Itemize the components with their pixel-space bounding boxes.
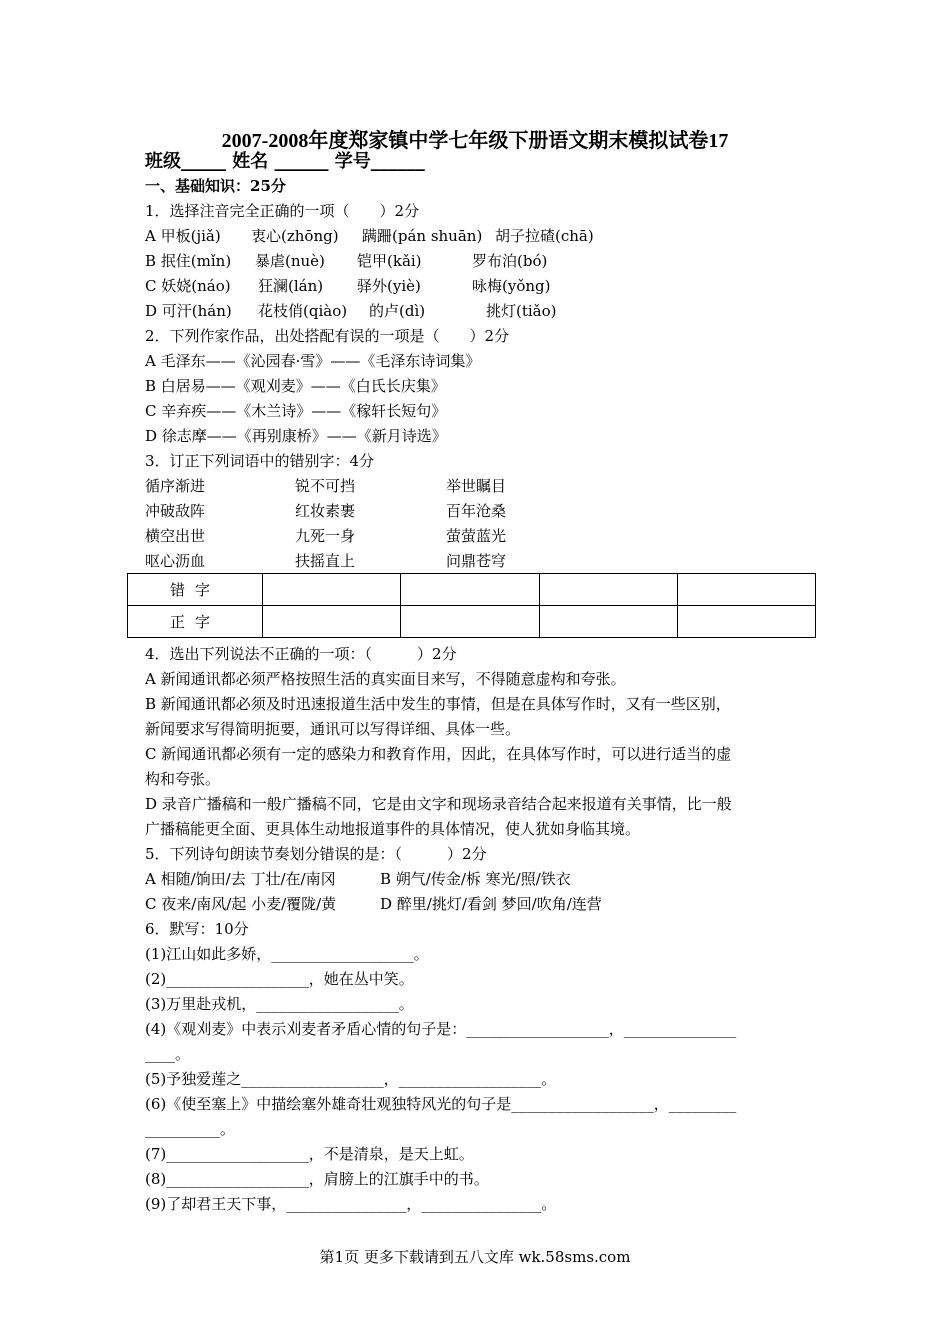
q3-word: 锐不可挡 bbox=[295, 477, 356, 495]
question-5-stem: 5．下列诗句朗读节奏划分错误的是：（ ）2分 bbox=[145, 845, 487, 863]
q1-option: B 抿住(mǐn) bbox=[145, 252, 232, 270]
q2-option: A 毛泽东——《沁园春·雪》——《毛泽东诗词集》 bbox=[145, 352, 481, 370]
question-2-stem: 2．下列作家作品，出处搭配有误的一项是（ ）2分 bbox=[145, 327, 510, 345]
answer-cell[interactable] bbox=[539, 574, 677, 606]
q6-line: (1)江山如此多娇，___________________。 bbox=[145, 945, 429, 963]
table-row bbox=[128, 606, 816, 638]
q3-word: 循序渐进 bbox=[145, 477, 206, 495]
q1-option: 咏梅(yǒng) bbox=[472, 277, 551, 295]
q4-line: D 录音广播稿和一般广播稿不同，它是由文字和现场录音结合起来报道有关事情，比一般 bbox=[145, 795, 732, 813]
q3-word: 红妆素裹 bbox=[295, 502, 356, 520]
table-row bbox=[128, 574, 816, 606]
q3-word: 九死一身 bbox=[295, 527, 356, 545]
q3-word: 举世瞩目 bbox=[446, 477, 507, 495]
q4-line: C 新闻通讯都必须有一定的感染力和教育作用，因此，在具体写作时，可以进行适当的虚 bbox=[145, 745, 732, 763]
q1-option: 的卢(dì) bbox=[369, 302, 426, 320]
q2-option: C 辛弃疾——《木兰诗》——《稼轩长短句》 bbox=[145, 402, 447, 420]
q1-option: 罗布泊(bó) bbox=[472, 252, 548, 270]
q1-option: 胡子拉碴(chā) bbox=[495, 227, 594, 245]
q3-word: 冲破敌阵 bbox=[145, 502, 206, 520]
question-1-stem: 1．选择注音完全正确的一项（ ）2分 bbox=[145, 202, 420, 220]
q1-option: 铠甲(kǎi) bbox=[357, 252, 422, 270]
q6-line: (6)《使至塞上》中描绘塞外雄奇壮观独特风光的句子是___________________，_________ bbox=[145, 1095, 737, 1113]
q4-line: 广播稿能更全面、更具体生动地报道事件的具体情况，使人犹如身临其境。 bbox=[145, 820, 641, 838]
question-6-stem: 6．默写：10分 bbox=[145, 920, 249, 938]
q3-word: 横空出世 bbox=[145, 527, 206, 545]
q1-option: C 妖娆(náo) bbox=[145, 277, 231, 295]
q5-option: C 夜来/南风/起 小麦/覆陇/黄 bbox=[145, 895, 337, 913]
q6-line: (8)___________________，肩膀上的江旗手中的书。 bbox=[145, 1170, 489, 1188]
q3-word: 问鼎苍穹 bbox=[446, 552, 507, 570]
q4-line: 新闻要求写得简明扼要，通讯可以写得详细、具体一些。 bbox=[145, 720, 521, 738]
answer-cell[interactable] bbox=[677, 574, 815, 606]
answer-cell[interactable] bbox=[401, 574, 539, 606]
answer-cell[interactable] bbox=[539, 606, 677, 638]
wrong-char-label: 错字 bbox=[128, 574, 263, 606]
page-title: 2007-2008年度郑家镇中学七年级下册语文期末模拟试卷17 bbox=[221, 130, 729, 152]
page-footer: 第1页 更多下载请到五八文库 wk.58sms.com bbox=[319, 1248, 631, 1266]
q6-line: (2)___________________，她在丛中笑。 bbox=[145, 970, 414, 988]
q2-option: D 徐志摩——《再别康桥》——《新月诗选》 bbox=[145, 427, 447, 445]
question-3-stem: 3．订正下列词语中的错别字：4分 bbox=[145, 452, 375, 470]
q5-option: A 相随/饷田/去 丁壮/在/南冈 bbox=[145, 870, 336, 888]
q1-option: 花枝俏(qiào) bbox=[258, 302, 348, 320]
q1-option: D 可汗(hán) bbox=[145, 302, 232, 320]
student-info-line: 班级_____ 姓名 ______ 学号______ bbox=[145, 151, 425, 172]
correct-char-label: 正字 bbox=[128, 606, 263, 638]
q2-option: B 白居易——《观刈麦》——《白氏长庆集》 bbox=[145, 377, 446, 395]
q1-option: 挑灯(tiǎo) bbox=[486, 302, 557, 320]
q3-word: 萤萤蓝光 bbox=[446, 527, 507, 545]
q5-option: B 朔气/传金/柝 寒光/照/铁衣 bbox=[380, 870, 571, 888]
q6-line: (4)《观刈麦》中表示刈麦者矛盾心情的句子是：___________________，_______________ bbox=[145, 1020, 737, 1038]
q1-option: 暴虐(nuè) bbox=[255, 252, 325, 270]
q6-line: (3)万里赴戎机，___________________。 bbox=[145, 995, 414, 1013]
q1-option: 狂澜(lán) bbox=[258, 277, 324, 295]
q3-word: 百年沧桑 bbox=[446, 502, 507, 520]
q1-option: 驿外(yiè) bbox=[357, 277, 421, 295]
answer-cell[interactable] bbox=[677, 606, 815, 638]
q6-line: (7)___________________，不是清泉，是天上虹。 bbox=[145, 1145, 474, 1163]
q4-line: A 新闻通讯都必须严格按照生活的真实面目来写，不得随意虚构和夸张。 bbox=[145, 670, 626, 688]
q4-line: B 新闻通讯都必须及时迅速报道生活中发生的事情，但是在具体写作时，又有一些区别， bbox=[145, 695, 731, 713]
correction-table bbox=[127, 573, 816, 638]
answer-cell[interactable] bbox=[263, 574, 401, 606]
q4-line: 构和夸张。 bbox=[145, 770, 221, 788]
q1-option: 蹒跚(pán shuān) bbox=[362, 227, 483, 245]
q3-word: 扶摇直上 bbox=[295, 552, 356, 570]
q6-line: (9)了却君王天下事，________________，________________。 bbox=[145, 1195, 557, 1213]
section-heading: 一、基础知识：25分 bbox=[145, 177, 286, 195]
q5-option: D 醉里/挑灯/看剑 梦回/吹角/连营 bbox=[380, 895, 602, 913]
q3-word: 呕心沥血 bbox=[145, 552, 206, 570]
q6-line: __________。 bbox=[145, 1120, 236, 1138]
q1-option: 衷心(zhōng) bbox=[251, 227, 339, 245]
q6-line: ____。 bbox=[145, 1045, 191, 1063]
q1-option: A 甲板(jiǎ) bbox=[145, 227, 221, 245]
answer-cell[interactable] bbox=[263, 606, 401, 638]
question-4-stem: 4．选出下列说法不正确的一项：（ ）2分 bbox=[145, 645, 457, 663]
q6-line: (5)予独爱莲之___________________，___________________。 bbox=[145, 1070, 557, 1088]
answer-cell[interactable] bbox=[401, 606, 539, 638]
